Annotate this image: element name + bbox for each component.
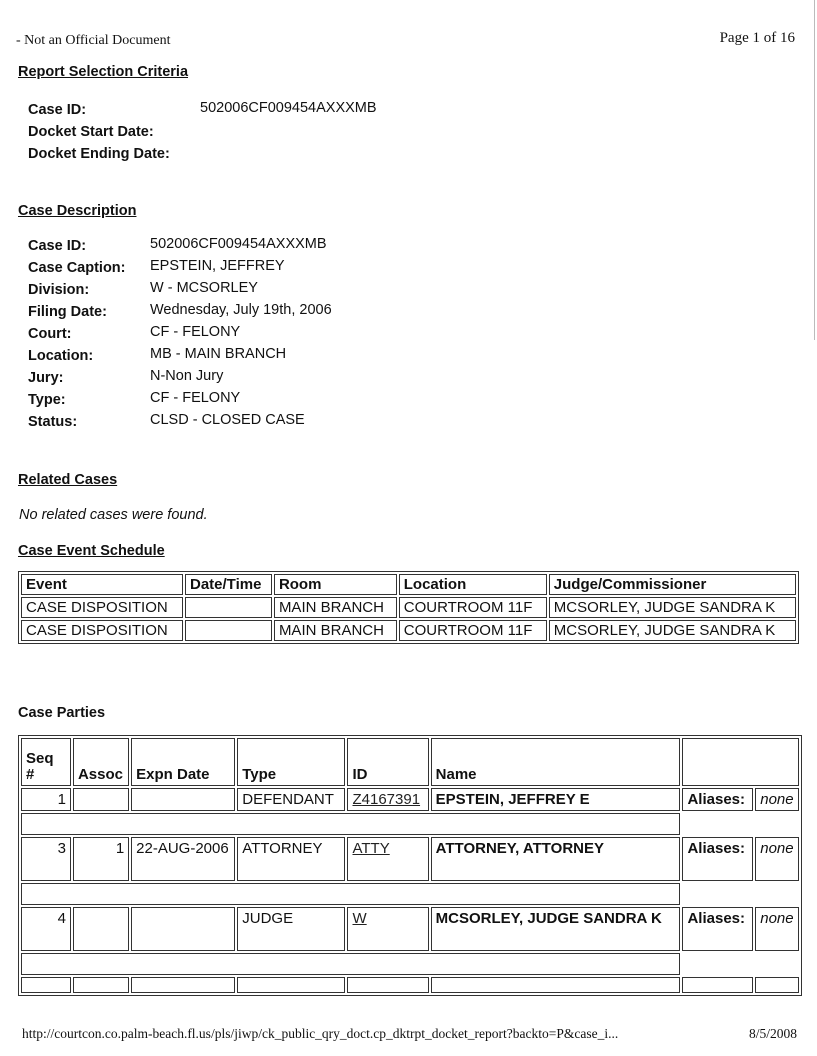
cell-id [347,907,428,951]
cell-expn-date [131,788,235,811]
page-edge-line [814,0,815,340]
header-disclaimer: - Not an Official Document [16,33,171,48]
section-title-report-criteria: Report Selection Criteria [18,64,189,80]
cell-seq: 1 [21,788,71,811]
section-title-related-cases: Related Cases [18,472,118,488]
field-value: CF - FELONY [150,324,241,340]
aliases-value: none [755,907,799,951]
cell-name: EPSTEIN, JEFFREY E [431,788,681,811]
cell-id [347,788,428,811]
field-value: EPSTEIN, JEFFREY [150,258,285,274]
party-id-link[interactable]: W [352,910,367,927]
section-title-event-schedule: Case Event Schedule [18,543,165,559]
spacer-row [21,813,799,835]
field-label: Status: [28,414,78,430]
field-label: Docket Ending Date: [28,146,170,162]
aliases-label: Aliases: [682,907,753,951]
field-label: Location: [28,348,94,364]
case-parties-table [18,735,802,996]
field-value: CF - FELONY [150,390,241,406]
col-datetime: Date/Time [185,574,272,595]
footer-url[interactable]: http://courtcon.co.palm-beach.fl.us/pls/jiwp/ck_public_qry_doct.cp_dktrpt_docket_report?backto=P&case_i... [22,1026,619,1041]
aliases-label: Aliases: [682,788,753,811]
field-value: 502006CF009454AXXXMB [150,236,327,252]
field-value: Wednesday, July 19th, 2006 [150,302,332,318]
col-type: Type [237,738,345,786]
cell-expn-date [131,907,235,951]
field-label: Division: [28,282,90,298]
cell-datetime [185,620,272,641]
col-room: Room [274,574,397,595]
cell-judge: MCSORLEY, JUDGE SANDRA K [549,620,796,641]
cell-id [347,837,428,881]
spacer-row [21,953,799,975]
section-title-case-parties: Case Parties [18,705,106,721]
col-event: Event [21,574,183,595]
table-row [21,788,799,811]
cell-expn-date: 22-AUG-2006 [131,837,235,881]
col-judge: Judge/Commissioner [549,574,796,595]
cell-seq: 3 [21,837,71,881]
party-id-link[interactable]: ATTY [352,840,390,857]
col-assoc: Assoc [73,738,129,786]
cell-type: DEFENDANT [237,788,345,811]
related-cases-message: No related cases were found. [19,507,208,523]
cell-datetime [185,597,272,618]
field-label: Docket Start Date: [28,124,154,140]
field-value: 502006CF009454AXXXMB [200,100,377,116]
aliases-label: Aliases: [682,837,753,881]
cell-type: JUDGE [237,907,345,951]
col-seq: Seq # [21,738,71,786]
page-number: Page 1 of 16 [719,30,795,46]
col-expn-date: Expn Date [131,738,235,786]
field-label: Jury: [28,370,64,386]
section-title-case-description: Case Description [18,203,137,219]
cell-judge: MCSORLEY, JUDGE SANDRA K [549,597,796,618]
party-id-link[interactable]: Z4167391 [352,791,421,808]
table-row [21,620,796,641]
field-label: Filing Date: [28,304,107,320]
field-label: Court: [28,326,72,342]
aliases-value: none [755,837,799,881]
field-label: Type: [28,392,66,408]
table-header-row [21,574,796,595]
event-schedule-table [18,571,799,644]
field-value: CLSD - CLOSED CASE [150,412,305,428]
field-value: MB - MAIN BRANCH [150,346,287,362]
cell-room: MAIN BRANCH [274,597,397,618]
table-row [21,907,799,951]
cell-event: CASE DISPOSITION [21,620,183,641]
field-label: Case Caption: [28,260,126,276]
cell-type: ATTORNEY [237,837,345,881]
cell-room: MAIN BRANCH [274,620,397,641]
cell-assoc [73,788,129,811]
cell-seq: 4 [21,907,71,951]
cell-assoc: 1 [73,837,129,881]
table-row [21,597,796,618]
cell-assoc [73,907,129,951]
field-value: W - MCSORLEY [150,280,258,296]
field-value: N-Non Jury [150,368,224,384]
aliases-value: none [755,788,799,811]
col-aliases [682,738,799,786]
col-id: ID [347,738,428,786]
table-row [21,837,799,881]
spacer-row [21,883,799,905]
field-label: Case ID: [28,102,87,118]
footer-date: 8/5/2008 [748,1026,797,1041]
table-header-row [21,738,799,786]
cell-name: MCSORLEY, JUDGE SANDRA K [431,907,681,951]
cell-location: COURTROOM 11F [399,620,547,641]
cell-location: COURTROOM 11F [399,597,547,618]
cell-name: ATTORNEY, ATTORNEY [431,837,681,881]
table-row-cutoff [21,977,799,993]
col-name: Name [431,738,681,786]
field-label: Case ID: [28,238,87,254]
col-location: Location [399,574,547,595]
cell-event: CASE DISPOSITION [21,597,183,618]
